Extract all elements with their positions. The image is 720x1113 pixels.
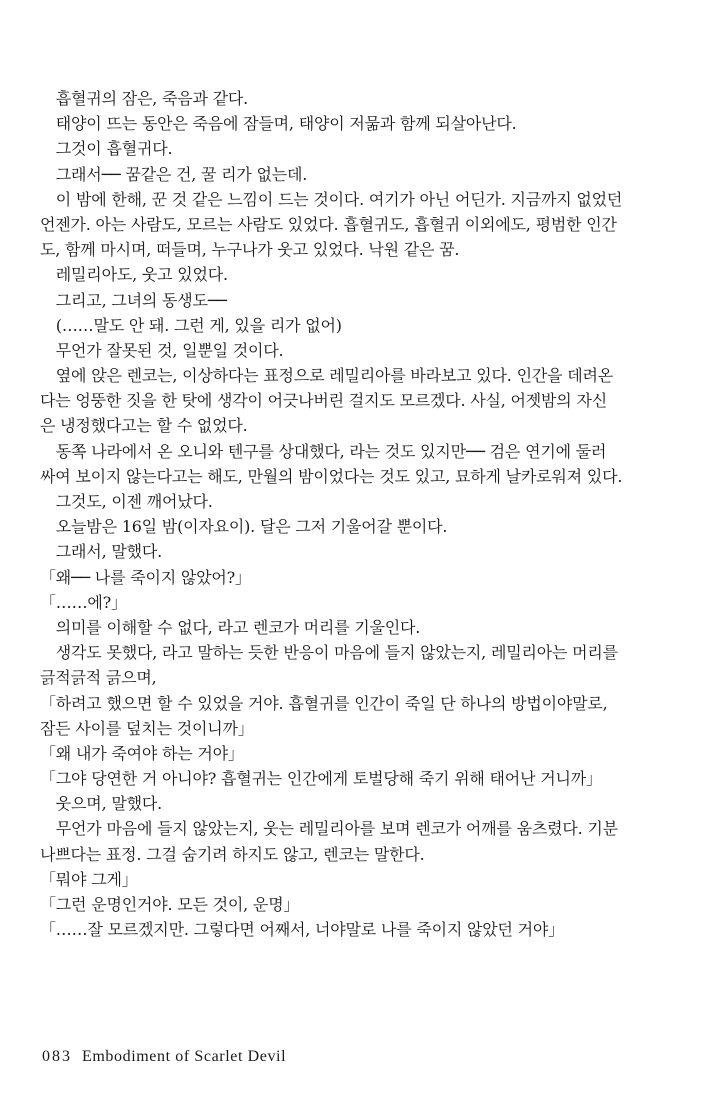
- book-title: Embodiment of Scarlet Devil: [82, 1048, 287, 1065]
- text-line: 「그야 당연한 거 아니야? 흡혈귀는 인간에게 토벌당해 죽기 위해 태어난 거니까」: [40, 769, 602, 789]
- text-line: 그것이 흡혈귀다.: [40, 139, 173, 159]
- text-line: 다는 엉뚱한 짓을 한 탓에 생각이 어긋나버린 걸지도 모르겠다. 사실, 어젯밤의 자신: [40, 391, 607, 411]
- text-line: 그래서── 꿈같은 건, 꿀 리가 없는데.: [40, 164, 308, 184]
- text-line: 언젠가. 아는 사람도, 모르는 사람도 있었다. 흡혈귀도, 흡혈귀 이외에도, 평범한 인간: [40, 214, 617, 234]
- text-line: 나쁘다는 표정. 그걸 숨기려 하지도 않고, 렌코는 말한다.: [40, 844, 425, 864]
- text-line: 오늘밤은 16일 밤(이자요이). 달은 그저 기울어갈 뿐이다.: [40, 517, 448, 537]
- text-line: 그리고, 그녀의 동생도──: [40, 290, 227, 310]
- text-line: 「그런 운명인거야. 모든 것이, 운명」: [40, 895, 300, 914]
- text-line: 생각도 못했다, 라고 말하는 듯한 반응이 마음에 들지 않았는지, 레밀리아는 머리를: [40, 643, 618, 663]
- text-line: 싸여 보이지 않는다고는 해도, 만월의 밤이었다는 것도 있고, 묘하게 날카로워져 있다.: [40, 466, 623, 486]
- text-line: 무언가 잘못된 것, 일뿐일 것이다.: [40, 340, 284, 360]
- text-line: 웃으며, 말했다.: [40, 794, 162, 814]
- text-line: 태양이 뜨는 동안은 죽음에 잠들며, 태양이 저묾과 함께 되살아난다.: [40, 114, 517, 134]
- text-line: (……말도 안 돼. 그런 게, 있을 리가 없어): [40, 315, 342, 335]
- text-line: 「왜── 나를 죽이지 않았어?」: [40, 567, 251, 587]
- text-line: 긁적긁적 긁으며,: [40, 668, 157, 688]
- text-line: 레밀리아도, 웃고 있었다.: [40, 265, 228, 285]
- page-number: 083: [42, 1048, 72, 1065]
- text-line: 도, 함께 마시며, 떠들며, 누구나가 웃고 있었다. 낙원 같은 꿈.: [40, 240, 460, 260]
- text-line: 이 밤에 한해, 꾼 것 같은 느낌이 드는 것이다. 여기가 아닌 어딘가. 지금까지 없었던: [40, 189, 623, 209]
- text-line: 「……잘 모르겠지만. 그렇다면 어째서, 너야말로 나를 죽이지 않았던 거야」: [40, 920, 564, 940]
- text-line: 무언가 마음에 들지 않았는지, 웃는 레밀리아를 보며 렌코가 어깨를 움츠렸다. 기분: [40, 819, 618, 839]
- text-line: 의미를 이해할 수 없다, 라고 렌코가 머리를 기울인다.: [40, 617, 421, 637]
- text-line: 「왜 내가 죽여야 하는 거야」: [40, 743, 244, 763]
- body-text: [40, 86, 690, 942]
- text-line: 그래서, 말했다.: [40, 542, 162, 562]
- text-line: 잠든 사이를 덮치는 것이니까」: [40, 718, 254, 738]
- page-footer: [42, 1048, 286, 1066]
- text-line: 옆에 앉은 렌코는, 이상하다는 표정으로 레밀리아를 바라보고 있다. 인간을 데려온: [40, 366, 613, 386]
- text-line: 동쪽 나라에서 온 오니와 텐구를 상대했다, 라는 것도 있지만── 검은 연기에 둘러: [40, 441, 607, 461]
- text-line: 「하려고 했으면 할 수 있었을 거야. 흡혈귀를 인간이 죽일 단 하나의 방법이야말로,: [40, 693, 608, 713]
- text-line: 흡혈귀의 잠은, 죽음과 같다.: [40, 89, 249, 108]
- text-line: 「……에?」: [40, 592, 127, 612]
- text-line: 그것도, 이젠 깨어났다.: [40, 492, 213, 511]
- text-line: 「뭐야 그게」: [40, 869, 138, 889]
- text-line: 은 냉정했다고는 할 수 없었다.: [40, 416, 248, 436]
